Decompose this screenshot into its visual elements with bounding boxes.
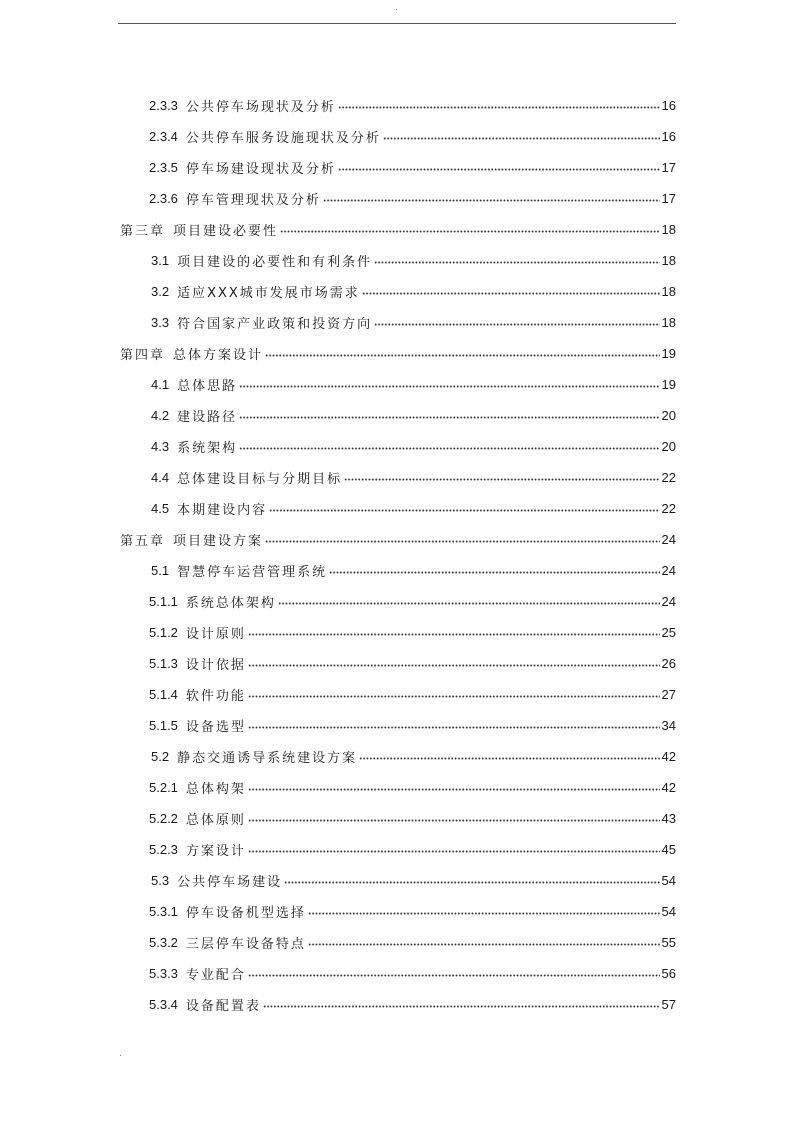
toc-entry-page: 55 [661, 934, 676, 950]
dot-leader [263, 998, 660, 1008]
footer-mark: . [119, 1049, 122, 1059]
toc-entry-number: 2.3.3 [149, 97, 178, 113]
toc-entry-title: 总体建设目标与分期目标 [177, 471, 343, 487]
toc-entry-page: 56 [661, 965, 676, 981]
toc-entry[interactable] [149, 124, 676, 148]
toc-entry-title: 项目建设必要性 [173, 223, 279, 239]
toc-entry-title: 总体原则 [185, 812, 246, 828]
toc-entry-page: 43 [661, 810, 676, 826]
toc-entry-title: 停车场建设现状及分析 [185, 161, 336, 177]
dot-leader [248, 967, 660, 977]
toc-entry-title: 公共停车服务设施现状及分析 [185, 130, 381, 146]
toc-entry-page: 20 [661, 438, 676, 454]
toc-entry[interactable] [151, 496, 676, 520]
toc-entry-page: 24 [661, 531, 676, 547]
header-rule [118, 23, 676, 24]
toc-entry-title: 本期建设内容 [177, 502, 268, 518]
toc-entry[interactable] [149, 589, 676, 613]
toc-entry-page: 45 [661, 841, 676, 857]
dot-leader [344, 471, 659, 481]
toc-entry-title: 总体思路 [177, 378, 238, 394]
toc-entry-number: 5.1.4 [149, 686, 178, 702]
toc-chapter[interactable] [120, 217, 676, 241]
toc-entry-title: 设备配置表 [185, 998, 261, 1014]
toc-entry-title: 系统架构 [177, 440, 238, 456]
toc-entry-number: 第四章 [120, 346, 166, 362]
toc-entry-page: 18 [661, 314, 676, 330]
toc-entry-title: 总体方案设计 [173, 347, 264, 363]
toc-entry-title: 三层停车设备特点 [185, 936, 306, 952]
toc-entry-number: 5.2.3 [149, 841, 178, 857]
toc-entry-number: 4.5 [151, 500, 170, 516]
toc-entry-title: 系统总体架构 [185, 595, 276, 611]
toc-entry-number: 5.3.3 [149, 965, 178, 981]
toc-entry[interactable] [151, 372, 676, 396]
toc-entry-page: 24 [661, 562, 676, 578]
toc-entry[interactable] [151, 465, 676, 489]
toc-entry-title: 设计原则 [185, 626, 246, 642]
dot-leader [239, 440, 659, 450]
dot-leader [239, 378, 659, 388]
toc-entry-page: 22 [661, 500, 676, 516]
dot-leader [248, 843, 660, 853]
toc-entry-number: 第五章 [120, 532, 166, 548]
toc-entry-page: 54 [661, 903, 676, 919]
toc-entry-number: 5.1.5 [149, 717, 178, 733]
toc-entry-number: 5.3.1 [149, 903, 178, 919]
dot-leader [308, 936, 660, 946]
toc-entry-title: 公共停车场建设 [177, 874, 283, 890]
dot-leader [329, 564, 659, 574]
toc-entry[interactable] [149, 837, 676, 861]
toc-entry-title: 项目建设方案 [173, 533, 264, 549]
toc-entry[interactable] [149, 775, 676, 799]
toc-entry[interactable] [151, 310, 676, 334]
toc-entry-title: 软件功能 [185, 688, 246, 704]
dot-leader [278, 595, 660, 605]
toc-entry-title: 建设路径 [177, 409, 238, 425]
dot-leader [308, 905, 660, 915]
toc-entry[interactable] [151, 248, 676, 272]
dot-leader [248, 781, 660, 791]
dot-leader [265, 347, 660, 357]
header-mark: . [395, 3, 398, 13]
dot-leader [359, 750, 659, 760]
toc-entry-number: 3.2 [151, 283, 170, 299]
dot-leader [362, 285, 660, 295]
toc-entry[interactable] [149, 155, 676, 179]
toc-entry-number: 第三章 [120, 222, 166, 238]
toc-entry-number: 4.1 [151, 376, 170, 392]
dot-leader [280, 223, 660, 233]
toc-entry-number: 5.1.2 [149, 624, 178, 640]
toc-entry[interactable] [149, 651, 676, 675]
toc-entry-page: 19 [661, 345, 676, 361]
toc-entry-title: 适应XXX城市发展市场需求 [177, 285, 360, 301]
dot-leader [239, 409, 659, 419]
toc-entry[interactable] [149, 620, 676, 644]
toc-entry-page: 18 [661, 221, 676, 237]
toc-entry-number: 5.2 [151, 748, 170, 764]
toc-entry[interactable] [151, 434, 676, 458]
toc-entry[interactable] [151, 279, 676, 303]
toc-entry[interactable] [149, 713, 676, 737]
dot-leader [338, 99, 660, 109]
toc-entry-number: 5.3.4 [149, 996, 178, 1012]
dot-leader [383, 130, 660, 140]
toc-entry[interactable] [149, 186, 676, 210]
toc-entry-page: 26 [661, 655, 676, 671]
toc-entry-number: 2.3.5 [149, 159, 178, 175]
toc-entry-number: 3.3 [151, 314, 170, 330]
dot-leader [248, 688, 660, 698]
toc-entry[interactable] [149, 961, 676, 985]
toc-entry-page: 24 [661, 593, 676, 609]
dot-leader [248, 626, 660, 636]
toc-entry-number: 5.1 [151, 562, 170, 578]
toc-entry-page: 34 [661, 717, 676, 733]
toc-entry-page: 57 [661, 996, 676, 1012]
dot-leader [269, 502, 659, 512]
toc-entry-page: 20 [661, 407, 676, 423]
toc-entry-number: 4.2 [151, 407, 170, 423]
toc-entry-number: 4.3 [151, 438, 170, 454]
toc-entry-title: 停车管理现状及分析 [185, 192, 321, 208]
toc-entry[interactable] [149, 806, 676, 830]
toc-entry[interactable] [149, 930, 676, 954]
dot-leader [248, 719, 660, 729]
toc-entry-number: 2.3.4 [149, 128, 178, 144]
toc-entry[interactable] [151, 403, 676, 427]
toc-entry-title: 专业配合 [185, 967, 246, 983]
toc-entry-page: 42 [661, 748, 676, 764]
toc-entry-title: 方案设计 [185, 843, 246, 859]
toc-entry-number: 5.2.1 [149, 779, 178, 795]
toc-entry-number: 5.3.2 [149, 934, 178, 950]
toc-entry-page: 42 [661, 779, 676, 795]
toc-entry-title: 设备选型 [185, 719, 246, 735]
dot-leader [248, 657, 660, 667]
toc-entry-page: 22 [661, 469, 676, 485]
dot-leader [374, 316, 659, 326]
toc-entry-title: 符合国家产业政策和投资方向 [177, 316, 373, 332]
dot-leader [338, 161, 660, 171]
toc-entry-number: 5.3 [151, 872, 170, 888]
toc-entry-number: 5.2.2 [149, 810, 178, 826]
toc-entry-title: 总体构架 [185, 781, 246, 797]
toc-entry-title: 项目建设的必要性和有利条件 [177, 254, 373, 270]
toc-entry-number: 5.1.1 [149, 593, 178, 609]
toc-entry-title: 设计依据 [185, 657, 246, 673]
toc-entry-page: 18 [661, 252, 676, 268]
dot-leader [323, 192, 660, 202]
toc-entry-page: 19 [661, 376, 676, 392]
toc-entry-page: 16 [661, 128, 676, 144]
toc-entry-page: 16 [661, 97, 676, 113]
toc-entry-number: 2.3.6 [149, 190, 178, 206]
dot-leader [284, 874, 659, 884]
toc-entry-page: 25 [661, 624, 676, 640]
toc-entry-page: 54 [661, 872, 676, 888]
toc-entry[interactable] [151, 744, 676, 768]
toc-entry-page: 17 [661, 190, 676, 206]
toc-entry[interactable] [149, 992, 676, 1016]
dot-leader [248, 812, 660, 822]
toc-entry-number: 3.1 [151, 252, 170, 268]
toc-entry-title: 智慧停车运营管理系统 [177, 564, 328, 580]
toc-entry-number: 4.4 [151, 469, 170, 485]
toc-entry-page: 27 [661, 686, 676, 702]
toc-entry-page: 17 [661, 159, 676, 175]
toc-entry-page: 18 [661, 283, 676, 299]
toc-entry-title: 静态交通诱导系统建设方案 [177, 750, 358, 766]
toc-entry[interactable] [149, 93, 676, 117]
dot-leader [374, 254, 659, 264]
toc-chapter[interactable] [120, 341, 676, 365]
toc-entry[interactable] [151, 558, 676, 582]
toc-entry[interactable] [151, 868, 676, 892]
toc-entry-number: 5.1.3 [149, 655, 178, 671]
toc-entry-title: 停车设备机型选择 [185, 905, 306, 921]
toc-chapter[interactable] [120, 527, 676, 551]
toc-entry[interactable] [149, 682, 676, 706]
dot-leader [265, 533, 660, 543]
toc-entry[interactable] [149, 899, 676, 923]
toc-entry-title: 公共停车场现状及分析 [185, 99, 336, 115]
